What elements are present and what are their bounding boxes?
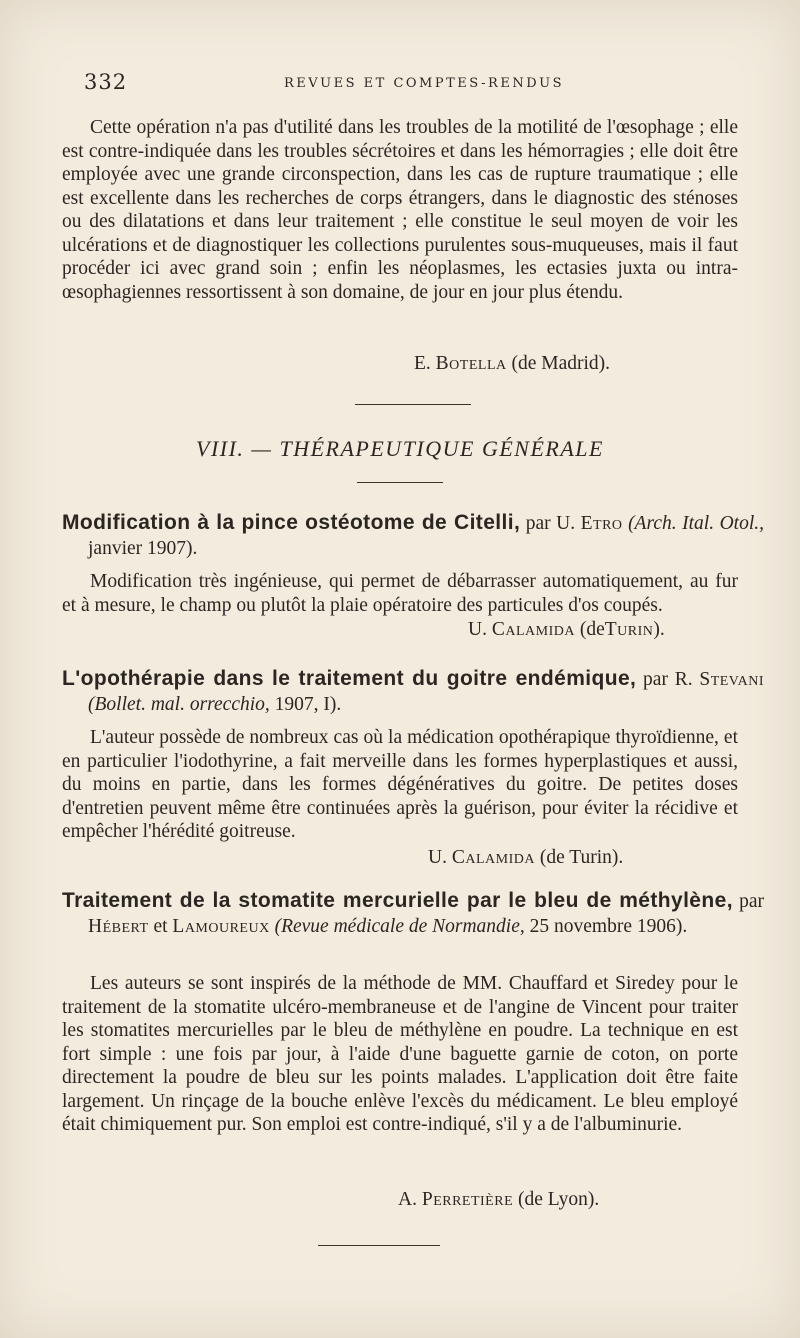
divider — [318, 1245, 440, 1246]
article-3-signature: A. Perretière (de Lyon). — [398, 1189, 600, 1210]
author-name: Botella — [435, 353, 507, 374]
article-title: Modification à la pince ostéotome de Citelli, — [62, 511, 521, 534]
intro-signature: E. Botella (de Madrid). — [414, 353, 611, 374]
article-title: L'opothérapie dans le traitement du goitre endémique, — [62, 667, 637, 690]
article-title: Traitement de la stomatite mercurielle par le bleu de méthylène, — [62, 889, 733, 912]
article-2-signature: U. Calamida (de Turin). — [428, 847, 624, 868]
section-heading: VIII. — THÉRAPEUTIQUE GÉNÉRALE — [196, 436, 604, 461]
journal-name: (Bollet. mal. orrecchio, — [88, 694, 270, 715]
divider — [355, 404, 471, 405]
article-1-heading: Modification à la pince ostéotome de Citelli, par U. Etro (Arch. Ital. Otol., janvier 1907). — [62, 511, 765, 559]
divider — [357, 482, 443, 483]
journal-name: (Arch. Ital. Otol., — [628, 513, 765, 534]
author-name: Calamida — [451, 847, 535, 868]
article-2-body: L'auteur possède de nombreux cas où la médication opothérapique thyroïdienne, et en particulier l'iodothyrine, a fait merveille dans les formes hyperplastiques et aussi, du moins en partie, dans les formes dégénératives du goitre. De petites doses d'entretien peuvent même être continuées après la guérison, pour éviter la récidive et empêcher l'hérédité goitreuse. — [62, 727, 738, 842]
author-name: Calamida — [491, 619, 575, 640]
article-3-body: Les auteurs se sont inspirés de la méthode de MM. Chauffard et Siredey pour le traitement de la stomatite ulcéro-membraneuse et de l'angine de Vincent pour traiter les stomatites mercurielles par le bleu de méthylène en poudre. La technique en est fort simple : une fois par jour, à l'aide d'une baguette garnie de coton, on porte directement la poudre de bleu sur les points malades. L'application doit être faite largement. Un rinçage de la bouche enlève l'excès du médicament. Le bleu employé était chimiquement pur. Son emploi est contre-indiqué, s'il y a de l'albuminurie. — [62, 973, 738, 1135]
author-name: Stevani — [699, 669, 764, 690]
article-1-signature: U. Calamida (deTurin). — [468, 619, 665, 640]
intro-paragraph: Cette opération n'a pas d'utilité dans les troubles de la motilité de l'œsophage ; elle est contre-indiquée dans les troubles sécrétoires et dans les hémorragies ; elle doit être employée avec une grande circonspection, dans les cas de rupture traumatique ; elle est excellente dans les recherches de corps étrangers, dans le diagnostic des sténoses ou des dilatations et dans leur traitement ; elle constitue le seul moyen de voir les ulcérations et de diagnostiquer les collections purulentes sous-muqueuses, mais il faut procéder ici avec grand soin ; enfin les néoplasmes, les ectasies juxta ou intra-œsophagiennes ressortissent à son domaine, de jour en jour plus étendu. — [62, 117, 738, 303]
running-head: REVUES ET COMPTES-RENDUS — [284, 76, 564, 91]
article-1-body: Modification très ingénieuse, qui permet de débarrasser automatiquement, au fur et à mesure, le champ ou plutôt la plaie opératoire des particules d'os coupés. — [62, 571, 738, 616]
author-name: Hébert — [88, 916, 149, 937]
page-header — [84, 70, 724, 98]
article-3-heading: Traitement de la stomatite mercurielle par le bleu de méthylène, par Hébert et Lamoureux (Revue médicale de Normandie, 25 novembre 1906). — [62, 889, 765, 937]
page-number: 332 — [84, 70, 128, 94]
journal-name: (Revue médicale de Normandie, — [274, 916, 525, 937]
author-name: Lamoureux — [172, 916, 270, 937]
author-name: Etro — [580, 513, 623, 534]
author-name: Perretière — [421, 1189, 514, 1210]
article-2-heading: L'opothérapie dans le traitement du goitre endémique, par R. Stevani (Bollet. mal. orrecchio, 1907, I). — [62, 667, 764, 715]
